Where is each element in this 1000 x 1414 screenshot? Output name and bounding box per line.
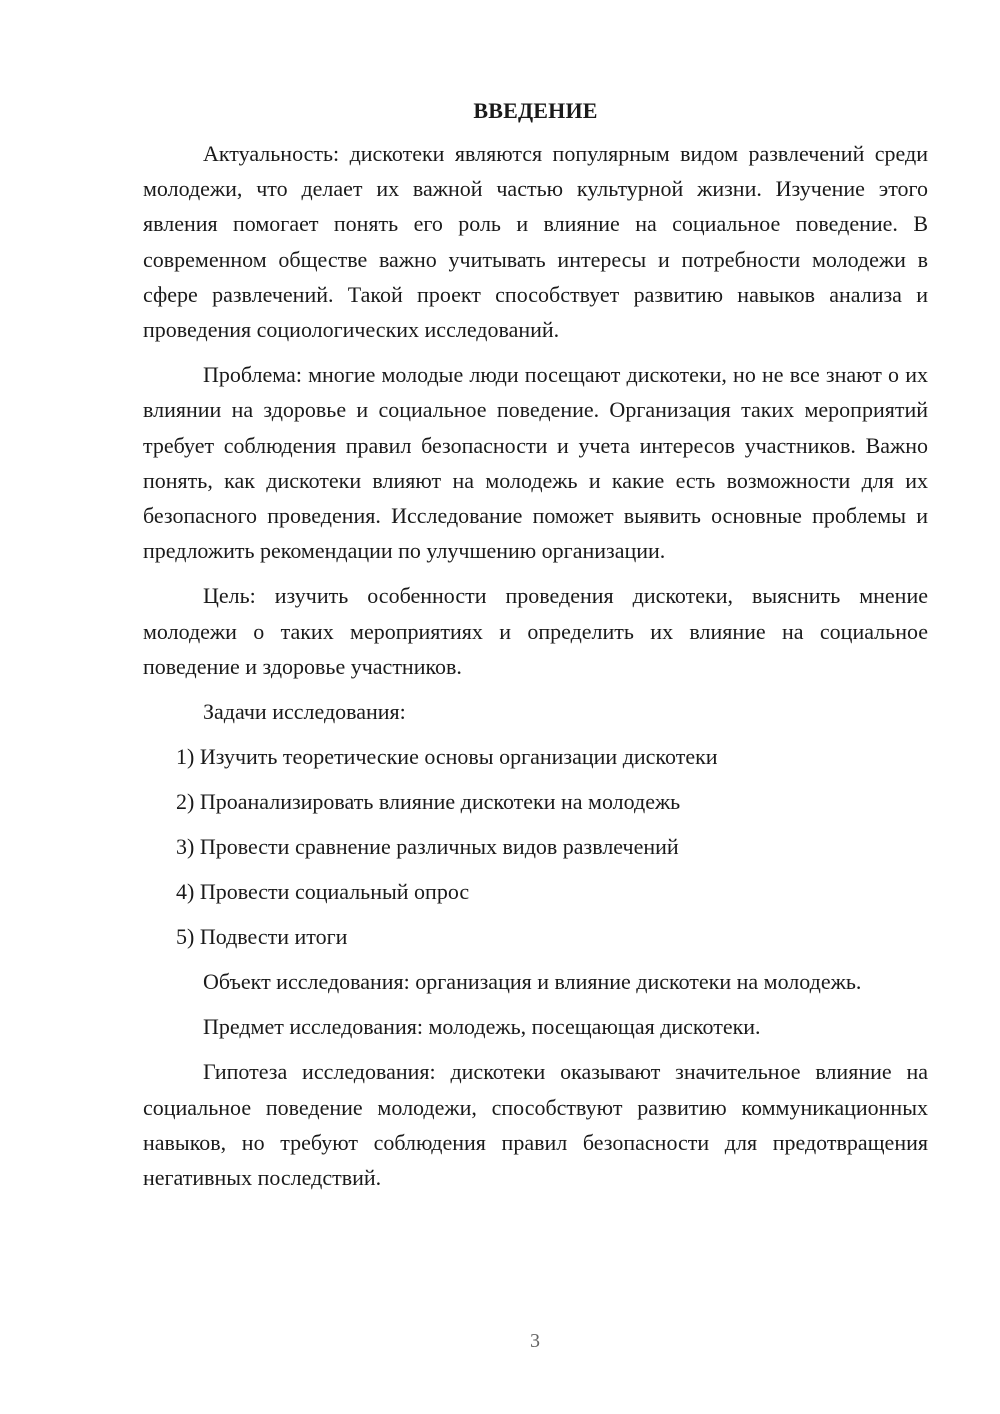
paragraph-relevance: Актуальность: дискотеки являются популярным видом развлечений среди молодежи, что делает их важной частью культурной жизни. Изучение этого явления помогает понять его роль и влияние на социальное поведение. В современном обществе важно учитывать интересы и потребности молодежи в сфере развлечений. Такой проект способствует развитию навыков анализа и проведения социологических исследований. bbox=[143, 141, 928, 343]
tasks-list bbox=[143, 739, 928, 954]
paragraph-subject: Предмет исследования: молодежь, посещающая дискотеки. bbox=[203, 1014, 761, 1040]
paragraph-problem: Проблема: многие молодые люди посещают дискотеки, но не все знают о их влиянии на здоровье и социальное поведение. Организация таких мероприятий требует соблюдения правил безопасности и учета интересов участников. Важно понять, как дискотеки влияют на молодежь и какие есть возможности для их безопасного проведения. Исследование поможет выявить основные проблемы и предложить рекомендации по улучшению организации. bbox=[143, 362, 928, 564]
list-item: 5) Подвести итоги bbox=[176, 924, 348, 950]
list-item: 1) Изучить теоретические основы организации дискотеки bbox=[176, 744, 718, 770]
document-page bbox=[143, 93, 928, 1205]
paragraph-goal: Цель: изучить особенности проведения дискотеки, выяснить мнение молодежи о таких мероприятиях и определить их влияние на социальное поведение и здоровье участников. bbox=[143, 583, 928, 679]
section-heading: ВВЕДЕНИЕ bbox=[473, 98, 598, 123]
list-item: 2) Проанализировать влияние дискотеки на молодежь bbox=[176, 789, 681, 815]
tasks-title: Задачи исследования: bbox=[203, 699, 406, 725]
paragraph-object: Объект исследования: организация и влияние дискотеки на молодежь. bbox=[203, 969, 862, 995]
list-item: 4) Провести социальный опрос bbox=[176, 879, 470, 905]
paragraph-hypothesis: Гипотеза исследования: дискотеки оказывают значительное влияние на социальное поведение молодежи, способствуют развитию коммуникационных навыков, но требуют соблюдения правил безопасности для предотвращения негативных последствий. bbox=[143, 1059, 928, 1191]
page-number: 3 bbox=[530, 1330, 540, 1352]
list-item: 3) Провести сравнение различных видов развлечений bbox=[176, 834, 679, 860]
